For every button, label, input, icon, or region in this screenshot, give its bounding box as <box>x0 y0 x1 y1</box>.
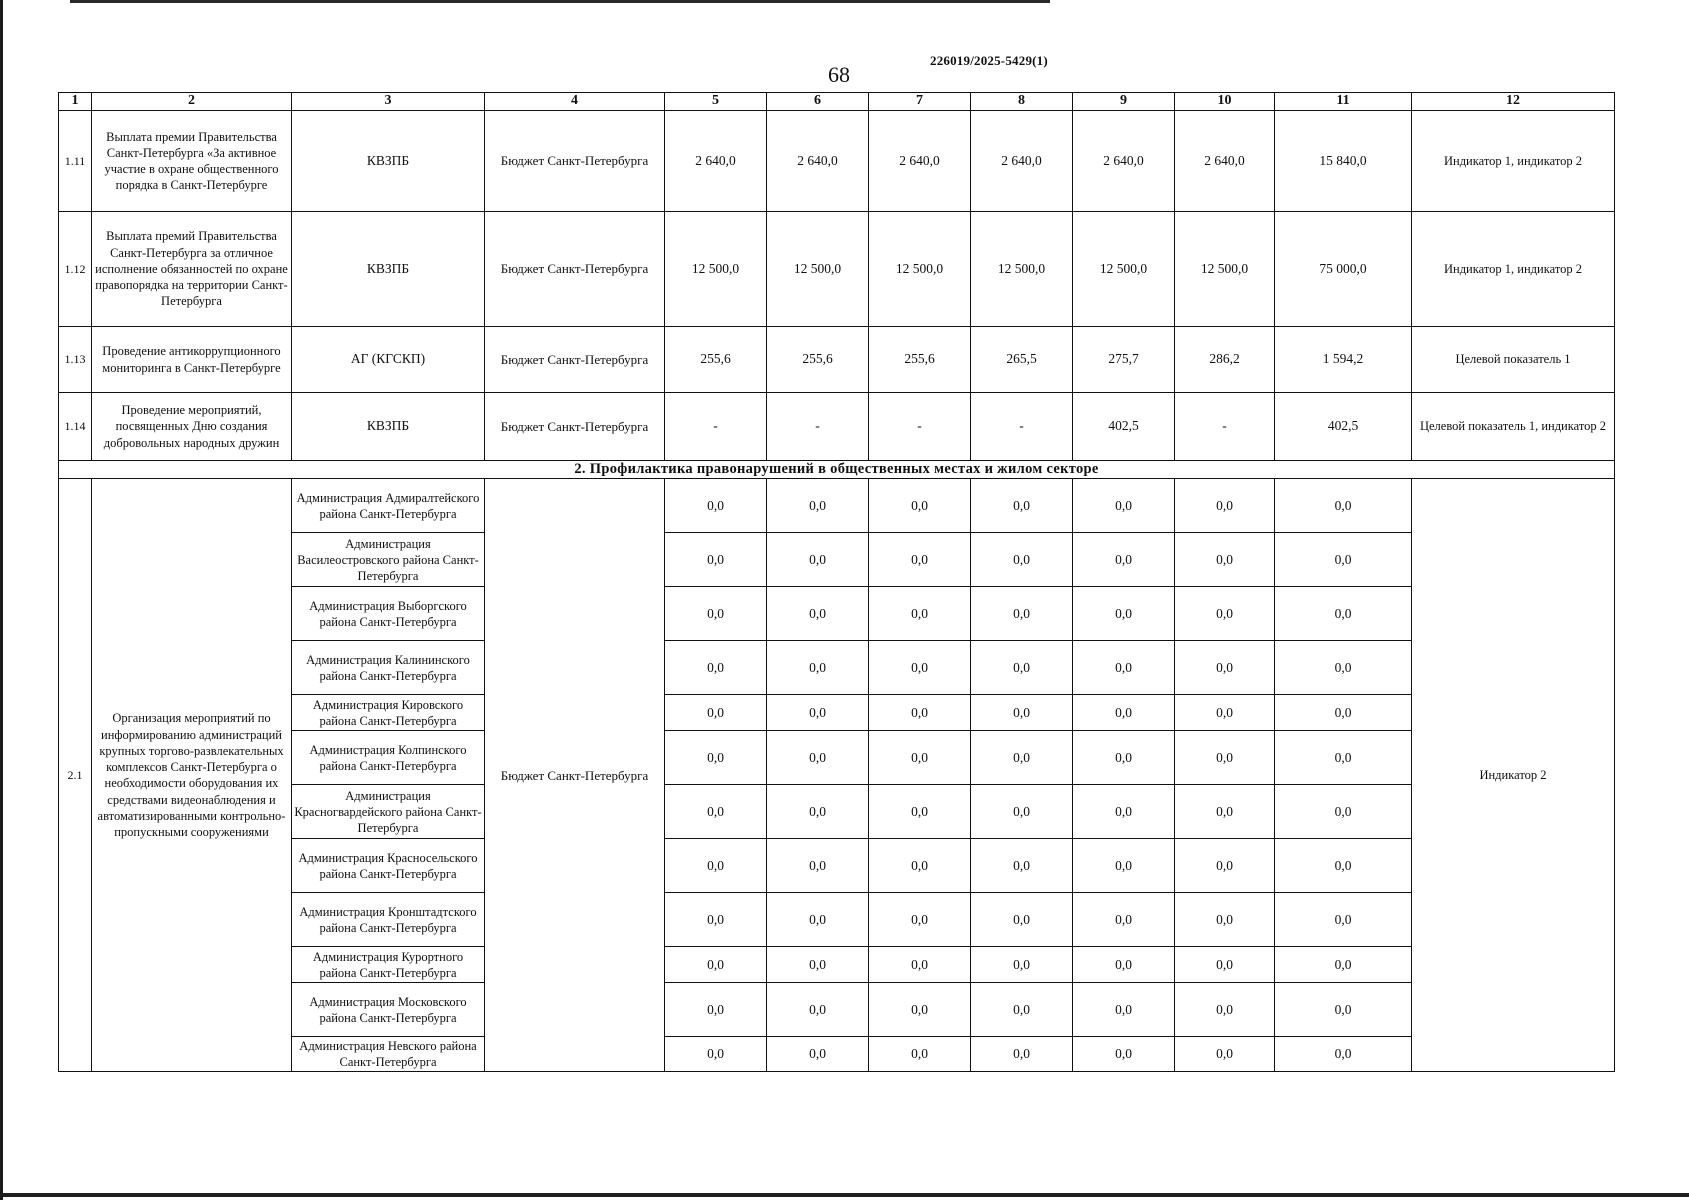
value-cell: 12 500,0 <box>665 212 767 327</box>
value-cell: 0,0 <box>767 641 869 695</box>
row-number: 1.14 <box>59 393 92 461</box>
value-cell: 0,0 <box>665 533 767 587</box>
table-row <box>59 839 1615 893</box>
value-cell: 0,0 <box>869 893 971 947</box>
executor: Администрация Колпинского района Санкт-Петербурга <box>292 731 485 785</box>
executor: АГ (КГСКП) <box>292 327 485 393</box>
value-cell: 0,0 <box>767 983 869 1037</box>
value-cell: 0,0 <box>1073 641 1175 695</box>
table-body <box>59 111 1615 1072</box>
value-cell: 0,0 <box>1275 947 1412 983</box>
table-row <box>59 983 1615 1037</box>
value-cell: 0,0 <box>1073 587 1175 641</box>
scan-edge-left <box>0 0 3 1200</box>
value-cell: 0,0 <box>767 785 869 839</box>
value-cell: 0,0 <box>971 731 1073 785</box>
value-cell: 0,0 <box>767 479 869 533</box>
column-header: 8 <box>971 93 1073 111</box>
table-row <box>59 587 1615 641</box>
value-cell: 2 640,0 <box>869 111 971 212</box>
value-cell: 0,0 <box>971 785 1073 839</box>
value-cell: 12 500,0 <box>767 212 869 327</box>
row-number: 1.12 <box>59 212 92 327</box>
value-cell: 2 640,0 <box>1175 111 1275 212</box>
value-cell: 0,0 <box>665 695 767 731</box>
value-cell: 0,0 <box>1275 731 1412 785</box>
value-cell: 0,0 <box>1175 839 1275 893</box>
value-cell: 0,0 <box>971 1037 1073 1072</box>
executor: Администрация Василеостровского района Санкт-Петербурга <box>292 533 485 587</box>
column-header: 7 <box>869 93 971 111</box>
value-cell: 0,0 <box>1175 695 1275 731</box>
value-cell: 0,0 <box>1175 479 1275 533</box>
page-number: 68 <box>828 62 850 87</box>
executor: Администрация Красногвардейского района Санкт-Петербурга <box>292 785 485 839</box>
value-cell: 0,0 <box>1175 893 1275 947</box>
value-cell: 0,0 <box>1275 893 1412 947</box>
value-cell: 0,0 <box>869 785 971 839</box>
value-cell: - <box>869 393 971 461</box>
funding-source: Бюджет Санкт-Петербурга <box>485 479 665 1072</box>
value-cell: 0,0 <box>869 947 971 983</box>
value-cell: 402,5 <box>1275 393 1412 461</box>
value-cell: 0,0 <box>1073 479 1175 533</box>
table-row <box>59 393 1615 461</box>
value-cell: 0,0 <box>1073 893 1175 947</box>
executor: Администрация Красносельского района Санкт-Петербурга <box>292 839 485 893</box>
program-table <box>58 92 1615 1072</box>
value-cell: 0,0 <box>1073 983 1175 1037</box>
value-cell: 0,0 <box>665 587 767 641</box>
value-cell: 0,0 <box>869 1037 971 1072</box>
column-header: 6 <box>767 93 869 111</box>
table-row <box>59 731 1615 785</box>
column-header: 2 <box>92 93 292 111</box>
value-cell: 0,0 <box>869 983 971 1037</box>
value-cell: 0,0 <box>971 695 1073 731</box>
value-cell: 0,0 <box>1175 1037 1275 1072</box>
value-cell: 0,0 <box>1175 587 1275 641</box>
value-cell: 0,0 <box>1275 695 1412 731</box>
value-cell: 0,0 <box>1073 731 1175 785</box>
executor: Администрация Калининского района Санкт-Петербурга <box>292 641 485 695</box>
executor: Администрация Курортного района Санкт-Петербурга <box>292 947 485 983</box>
value-cell: 0,0 <box>1073 839 1175 893</box>
value-cell: 0,0 <box>665 479 767 533</box>
value-cell: 0,0 <box>869 839 971 893</box>
value-cell: 0,0 <box>971 479 1073 533</box>
value-cell: 0,0 <box>1175 983 1275 1037</box>
section-title: 2. Профилактика правонарушений в общественных местах и жилом секторе <box>59 461 1615 479</box>
table-row <box>59 641 1615 695</box>
indicator: Индикатор 2 <box>1412 479 1615 1072</box>
executor: КВЗПБ <box>292 212 485 327</box>
table-row <box>59 111 1615 212</box>
value-cell: - <box>1175 393 1275 461</box>
value-cell: 0,0 <box>665 785 767 839</box>
event-name: Выплата премий Правительства Санкт-Петербурга за отличное исполнение обязанностей по охране правопорядка на территории Санкт-Петербурга <box>92 212 292 327</box>
value-cell: 0,0 <box>1275 839 1412 893</box>
funding-source: Бюджет Санкт-Петербурга <box>485 393 665 461</box>
value-cell: 0,0 <box>869 695 971 731</box>
value-cell: 0,0 <box>665 983 767 1037</box>
executor: КВЗПБ <box>292 393 485 461</box>
value-cell: - <box>971 393 1073 461</box>
column-header: 10 <box>1175 93 1275 111</box>
value-cell: 0,0 <box>869 587 971 641</box>
executor: Администрация Адмиралтейского района Санкт-Петербурга <box>292 479 485 533</box>
scan-edge-top <box>70 0 1050 3</box>
row-number: 1.13 <box>59 327 92 393</box>
value-cell: 0,0 <box>767 1037 869 1072</box>
value-cell: 0,0 <box>971 893 1073 947</box>
value-cell: 2 640,0 <box>1073 111 1175 212</box>
column-header: 5 <box>665 93 767 111</box>
value-cell: 0,0 <box>1175 533 1275 587</box>
scan-edge-bottom <box>0 1193 1689 1197</box>
value-cell: 0,0 <box>665 641 767 695</box>
table-row <box>59 893 1615 947</box>
table-row <box>59 533 1615 587</box>
value-cell: 12 500,0 <box>971 212 1073 327</box>
executor: Администрация Кронштадтского района Санкт-Петербурга <box>292 893 485 947</box>
value-cell: 0,0 <box>767 533 869 587</box>
value-cell: 265,5 <box>971 327 1073 393</box>
value-cell: 0,0 <box>1275 641 1412 695</box>
value-cell: 0,0 <box>1275 983 1412 1037</box>
value-cell: 275,7 <box>1073 327 1175 393</box>
value-cell: 0,0 <box>1073 947 1175 983</box>
value-cell: 0,0 <box>1175 641 1275 695</box>
value-cell: 0,0 <box>767 695 869 731</box>
value-cell: 0,0 <box>1073 785 1175 839</box>
table-row <box>59 695 1615 731</box>
value-cell: 2 640,0 <box>767 111 869 212</box>
value-cell: 12 500,0 <box>1073 212 1175 327</box>
value-cell: 0,0 <box>971 839 1073 893</box>
value-cell: 12 500,0 <box>869 212 971 327</box>
value-cell: 0,0 <box>1275 533 1412 587</box>
value-cell: 1 594,2 <box>1275 327 1412 393</box>
value-cell: 286,2 <box>1175 327 1275 393</box>
value-cell: 402,5 <box>1073 393 1175 461</box>
executor: Администрация Московского района Санкт-Петербурга <box>292 983 485 1037</box>
table-row <box>59 327 1615 393</box>
executor: Администрация Выборгского района Санкт-Петербурга <box>292 587 485 641</box>
table-row <box>59 947 1615 983</box>
value-cell: 0,0 <box>1175 785 1275 839</box>
value-cell: 0,0 <box>665 947 767 983</box>
value-cell: 0,0 <box>869 731 971 785</box>
value-cell: 0,0 <box>971 587 1073 641</box>
value-cell: 0,0 <box>767 731 869 785</box>
event-name: Проведение антикоррупционного мониторинга в Санкт-Петербурге <box>92 327 292 393</box>
value-cell: 0,0 <box>1275 587 1412 641</box>
column-number-row <box>59 93 1615 111</box>
value-cell: 0,0 <box>767 947 869 983</box>
executor: Администрация Кировского района Санкт-Петербурга <box>292 695 485 731</box>
value-cell: 0,0 <box>869 533 971 587</box>
value-cell: 0,0 <box>1275 1037 1412 1072</box>
value-cell: 0,0 <box>1175 947 1275 983</box>
value-cell: 0,0 <box>1175 731 1275 785</box>
row-number: 2.1 <box>59 479 92 1072</box>
indicator: Индикатор 1, индикатор 2 <box>1412 212 1615 327</box>
value-cell: - <box>767 393 869 461</box>
value-cell: 0,0 <box>971 947 1073 983</box>
value-cell: 0,0 <box>767 839 869 893</box>
value-cell: 0,0 <box>971 641 1073 695</box>
column-header: 9 <box>1073 93 1175 111</box>
value-cell: 2 640,0 <box>665 111 767 212</box>
value-cell: - <box>665 393 767 461</box>
table-row <box>59 1037 1615 1072</box>
value-cell: 0,0 <box>971 983 1073 1037</box>
table-row <box>59 785 1615 839</box>
value-cell: 255,6 <box>869 327 971 393</box>
value-cell: 0,0 <box>665 893 767 947</box>
value-cell: 0,0 <box>1073 533 1175 587</box>
value-cell: 75 000,0 <box>1275 212 1412 327</box>
indicator: Целевой показатель 1 <box>1412 327 1615 393</box>
executor: Администрация Невского района Санкт-Петербурга <box>292 1037 485 1072</box>
event-name: Проведение мероприятий, посвященных Дню создания добровольных народных дружин <box>92 393 292 461</box>
table-row <box>59 479 1615 533</box>
funding-source: Бюджет Санкт-Петербурга <box>485 212 665 327</box>
value-cell: 0,0 <box>665 1037 767 1072</box>
row-number: 1.11 <box>59 111 92 212</box>
column-header: 3 <box>292 93 485 111</box>
value-cell: 0,0 <box>1275 785 1412 839</box>
value-cell: 0,0 <box>665 731 767 785</box>
executor: КВЗПБ <box>292 111 485 212</box>
value-cell: 2 640,0 <box>971 111 1073 212</box>
value-cell: 0,0 <box>869 479 971 533</box>
section-row <box>59 461 1615 479</box>
funding-source: Бюджет Санкт-Петербурга <box>485 111 665 212</box>
column-header: 4 <box>485 93 665 111</box>
value-cell: 255,6 <box>665 327 767 393</box>
value-cell: 15 840,0 <box>1275 111 1412 212</box>
column-header: 11 <box>1275 93 1412 111</box>
value-cell: 0,0 <box>767 587 869 641</box>
value-cell: 0,0 <box>665 839 767 893</box>
value-cell: 0,0 <box>971 533 1073 587</box>
event-name: Выплата премии Правительства Санкт-Петербурга «За активное участие в охране общественного порядка в Санкт-Петербурге <box>92 111 292 212</box>
column-header: 12 <box>1412 93 1615 111</box>
document-id: 226019/2025-5429(1) <box>930 53 1048 68</box>
indicator: Целевой показатель 1, индикатор 2 <box>1412 393 1615 461</box>
value-cell: 0,0 <box>767 893 869 947</box>
value-cell: 12 500,0 <box>1175 212 1275 327</box>
value-cell: 0,0 <box>869 641 971 695</box>
value-cell: 0,0 <box>1073 1037 1175 1072</box>
table-row <box>59 212 1615 327</box>
value-cell: 0,0 <box>1073 695 1175 731</box>
column-header: 1 <box>59 93 92 111</box>
event-name: Организация мероприятий по информированию администраций крупных торгово-развлекательных комплексов Санкт-Петербурга о необходимости оборудования их средствами видеонаблюдения и автоматизированными контрольно-пропускными сооружениями <box>92 479 292 1072</box>
value-cell: 255,6 <box>767 327 869 393</box>
value-cell: 0,0 <box>1275 479 1412 533</box>
indicator: Индикатор 1, индикатор 2 <box>1412 111 1615 212</box>
funding-source: Бюджет Санкт-Петербурга <box>485 327 665 393</box>
